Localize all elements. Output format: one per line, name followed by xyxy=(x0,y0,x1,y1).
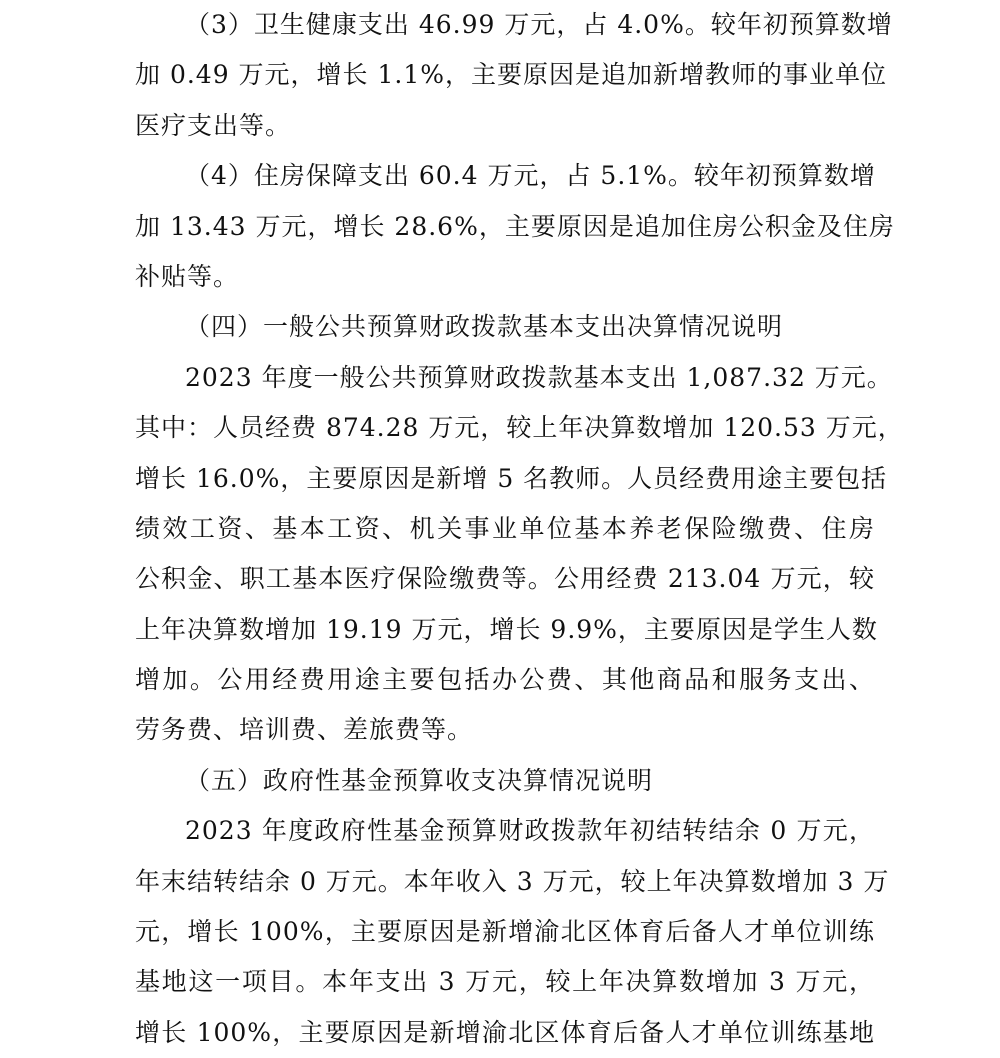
text-line: 年末结转结余 0 万元。本年收入 3 万元，较上年决算数增加 3 万 xyxy=(135,866,890,896)
text-line: 增长 100%，主要原因是新增渝北区体育后备人才单位训练基地 xyxy=(135,1017,875,1047)
paragraph-housing-expenditure xyxy=(135,151,895,302)
paragraph-government-fund xyxy=(135,806,890,1058)
text-line: 上年决算数增加 19.19 万元，增长 9.9%，主要原因是学生人数 xyxy=(135,614,878,644)
paragraph-health-expenditure xyxy=(135,0,893,151)
text-line: 基地这一项目。本年支出 3 万元，较上年决算数增加 3 万元， xyxy=(135,967,875,997)
text-line: （4）住房保障支出 60.4 万元，占 5.1%。较年初预算数增 xyxy=(185,161,876,191)
heading-text: （五）政府性基金预算收支决算情况说明 xyxy=(185,765,654,795)
section-heading-government-fund xyxy=(135,756,875,806)
heading-text: （四）一般公共预算财政拨款基本支出决算情况说明 xyxy=(185,312,784,342)
text-line: 劳务费、培训费、差旅费等。 xyxy=(135,715,474,745)
text-line: 元，增长 100%，主要原因是新增渝北区体育后备人才单位训练 xyxy=(135,917,875,947)
text-line: 2023 年度一般公共预算财政拨款基本支出 1,087.32 万元。 xyxy=(185,362,893,392)
section-heading-basic-expenditure xyxy=(135,302,875,352)
text-line: 公积金、职工基本医疗保险缴费等。公用经费 213.04 万元，较 xyxy=(135,564,875,594)
text-line: 绩效工资、基本工资、机关事业单位基本养老保险缴费、住房 xyxy=(135,513,875,543)
text-line: （3）卫生健康支出 46.99 万元，占 4.0%。较年初预算数增 xyxy=(185,10,893,39)
document-page xyxy=(135,0,904,1058)
text-line: 加 13.43 万元，增长 28.6%，主要原因是追加住房公积金及住房 xyxy=(135,211,895,241)
paragraph-basic-expenditure xyxy=(135,353,904,756)
text-line: 加 0.49 万元，增长 1.1%，主要原因是追加新增教师的事业单位 xyxy=(135,60,888,90)
text-line: 其中：人员经费 874.28 万元，较上年决算数增加 120.53 万元， xyxy=(135,413,904,443)
text-line: 补贴等。 xyxy=(135,261,240,291)
text-line: 2023 年度政府性基金预算财政拨款年初结转结余 0 万元， xyxy=(185,816,875,846)
text-line: 增加。公用经费用途主要包括办公费、其他商品和服务支出、 xyxy=(135,665,875,695)
text-line: 医疗支出等。 xyxy=(135,110,292,140)
text-line: 增长 16.0%，主要原因是新增 5 名教师。人员经费用途主要包括 xyxy=(135,463,888,493)
